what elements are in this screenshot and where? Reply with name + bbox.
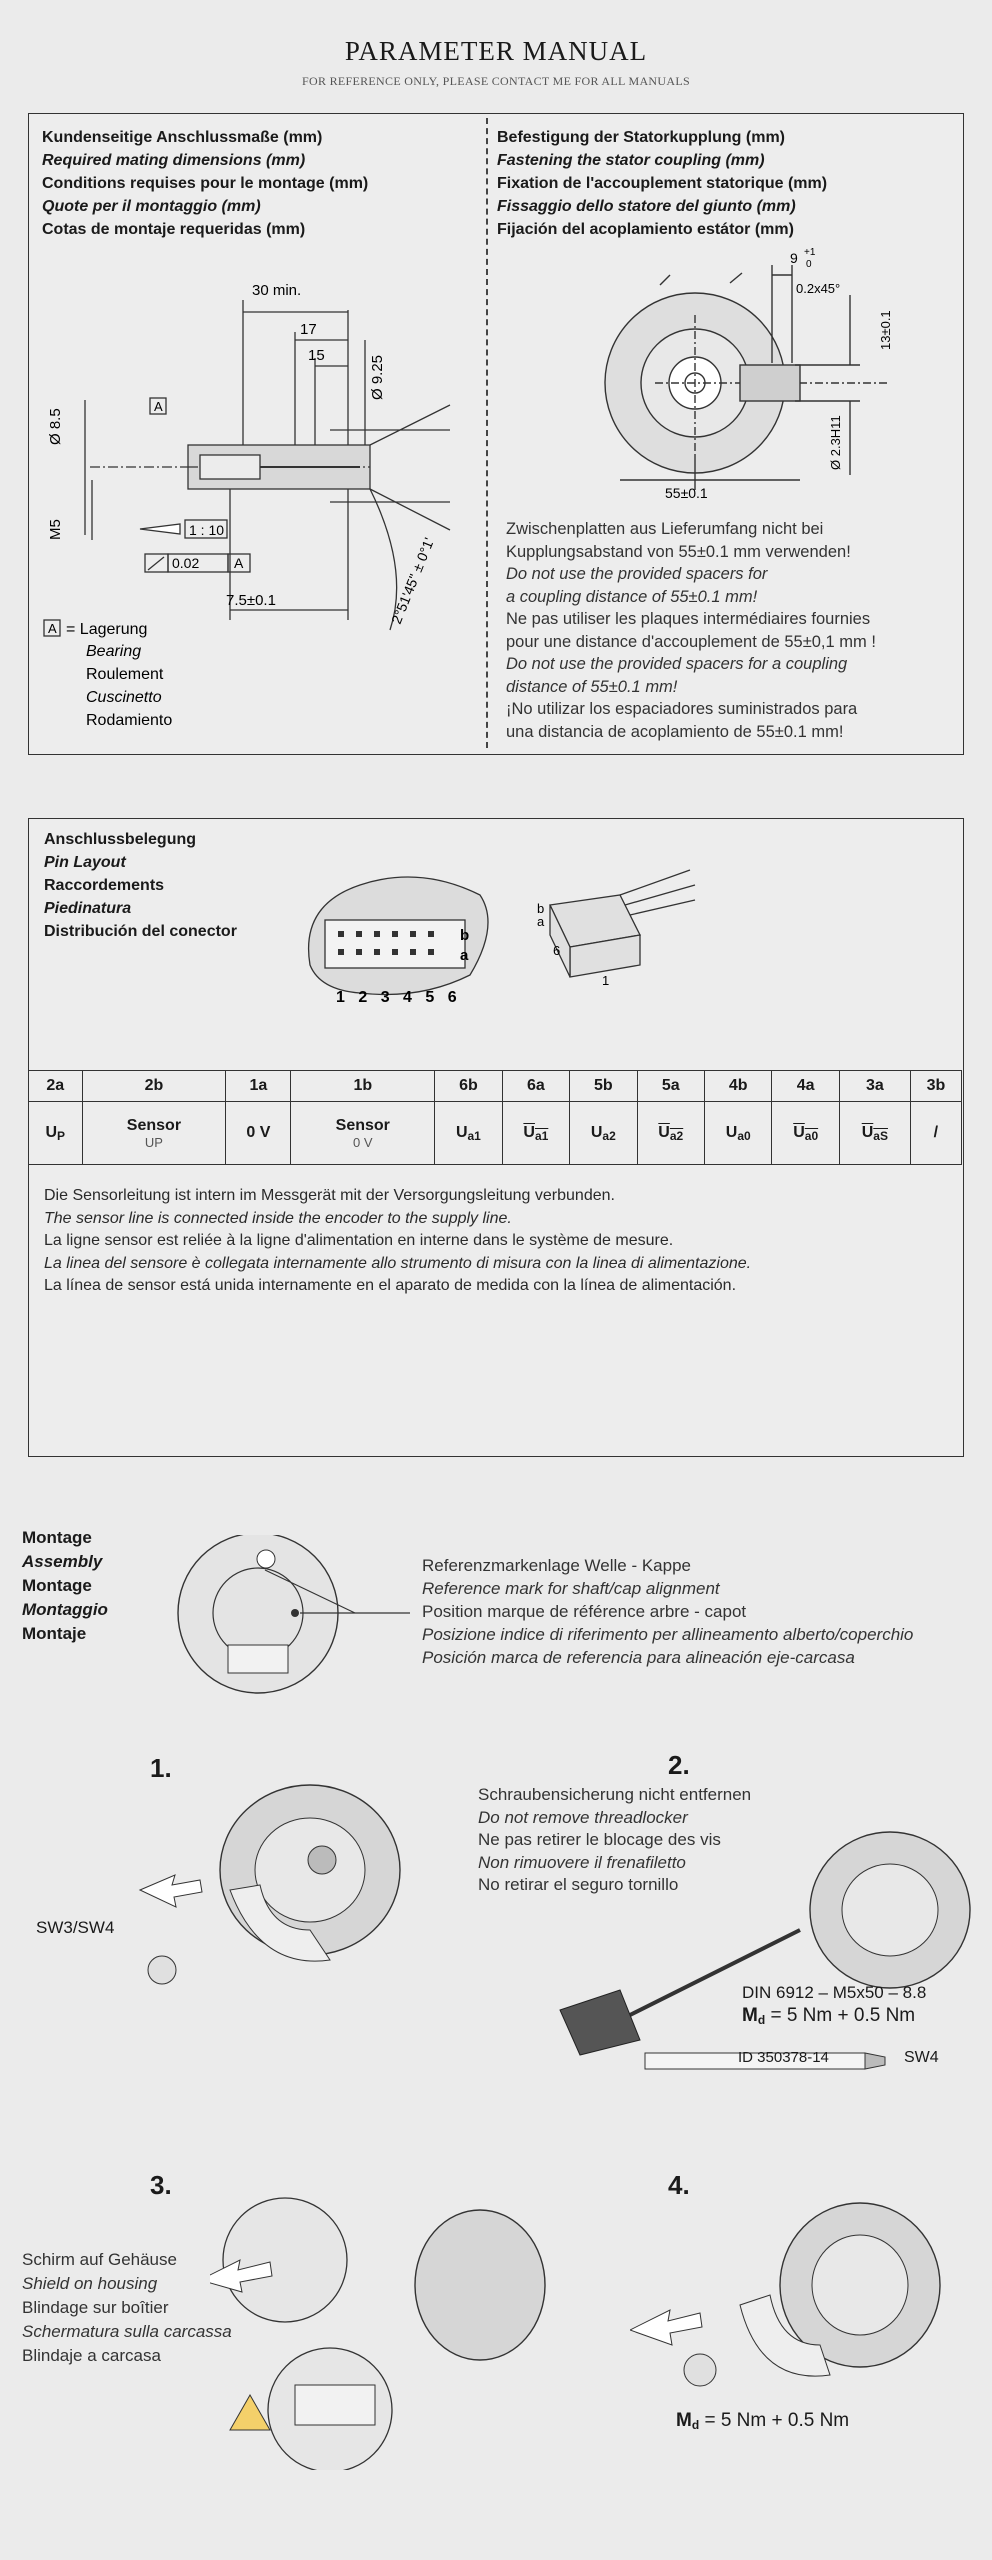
spacer-note-en-2: a coupling distance of 55±0.1 mm! — [506, 587, 758, 606]
pin-u: U — [861, 1123, 874, 1141]
pin-sensor-up-sub: UP — [144, 1134, 163, 1150]
pin-sub: a0 — [737, 1128, 751, 1143]
pin-u: U — [793, 1123, 805, 1141]
spacer-note-it-2: distance of 55±0.1 mm! — [506, 677, 678, 696]
pin-header: 3b — [910, 1071, 961, 1102]
pin-header: 3a — [839, 1071, 910, 1102]
pins-heading-de: Anschlussbelegung — [44, 831, 197, 848]
legend-bearing-fr: Roulement — [86, 666, 164, 683]
stator-heading-fr: Fixation de l'accouplement statorique (mm) — [497, 175, 828, 192]
spacer-note-de-1: Zwischenplatten aus Lieferumfang nicht bei — [506, 520, 824, 538]
stator-drawing — [600, 245, 920, 510]
mating-heading-es: Cotas de montaje requeridas (mm) — [42, 221, 306, 238]
pin-cell-ua1 — [435, 1102, 502, 1165]
dim-dia-8-5: Ø 8.5 — [47, 408, 64, 445]
plug-label-b: b — [537, 901, 545, 916]
spacer-note-de-2: Kupplungsabstand von 55±0.1 mm verwenden! — [506, 542, 851, 561]
dim-15: 15 — [308, 347, 325, 364]
pin-header: 6a — [502, 1071, 569, 1102]
step-1-drawing — [110, 1780, 410, 2010]
assembly-heading-en: Assembly — [22, 1552, 103, 1571]
step-4-drawing — [630, 2195, 960, 2425]
mating-heading — [42, 126, 368, 241]
spacer-note-fr-2: pour une distance d'accouplement de 55±0,1 mm ! — [506, 632, 876, 651]
reference-mark-it: Posizione indice di riferimento per allineamento alberto/coperchio — [422, 1625, 914, 1644]
dim-17: 17 — [300, 321, 317, 338]
sensor-note-es: La línea de sensor está unida internamente en el aparato de medida con la línea de alimentación. — [44, 1277, 737, 1294]
pin-table — [28, 1070, 962, 1165]
pin-header: 2b — [82, 1071, 226, 1102]
pin-up-main: U — [45, 1123, 58, 1141]
page-subtitle: FOR REFERENCE ONLY, PLEASE CONTACT ME FOR ALL MANUALS — [302, 74, 690, 88]
legend-bearing-it: Cuscinetto — [86, 689, 162, 706]
threadlocker-it: Non rimuovere il frenafiletto — [478, 1852, 686, 1872]
mating-heading-fr: Conditions requises pour le montage (mm) — [42, 175, 369, 192]
connector-row-b: b — [460, 927, 470, 944]
reference-mark-de: Referenzmarkenlage Welle - Kappe — [422, 1556, 691, 1575]
assembly-heading — [22, 1526, 108, 1646]
step-4-torque-m: M — [676, 2410, 692, 2431]
sensor-note-en: The sensor line is connected inside the encoder to the supply line. — [44, 1209, 512, 1227]
stator-heading-en: Fastening the stator coupling (mm) — [497, 152, 765, 169]
step-3-drawing — [210, 2190, 550, 2470]
pin-sub: a0 — [804, 1128, 819, 1143]
dim-30min: 30 min. — [252, 282, 302, 299]
pin-u: U — [523, 1123, 535, 1141]
dim-angle: 2°51'45" ± 0°1' — [387, 535, 438, 627]
spacer-notes — [506, 518, 876, 743]
pin-cell-sensor-up — [82, 1102, 226, 1165]
pin-cell-ua2 — [570, 1102, 637, 1165]
pin-cell-ua2-inv — [637, 1102, 704, 1165]
shield-de: Schirm auf Gehäuse — [22, 2250, 177, 2269]
step-4-number: 4. — [668, 2170, 690, 2200]
step-4-torque-sub: d — [691, 2418, 700, 2432]
pin-u: U — [455, 1123, 468, 1141]
step-3-number: 3. — [150, 2170, 172, 2200]
step-1-number: 1. — [150, 1753, 172, 1783]
sensor-note-fr: La ligne sensor est reliée à la ligne d'alimentation en interne dans le système de mesure. — [44, 1232, 674, 1249]
pin-cell-unused: / — [910, 1102, 961, 1165]
threadlocker-en: Do not remove threadlocker — [478, 1807, 688, 1827]
pins-heading-es: Distribución del conector — [44, 923, 237, 940]
reference-mark-en: Reference mark for shaft/cap alignment — [422, 1579, 720, 1598]
step-2-torque — [742, 2005, 915, 2027]
assembly-heading-de: Montage — [22, 1528, 92, 1547]
sensor-note-de: Die Sensorleitung ist intern im Messgerät mit der Versorgungsleitung verbunden. — [44, 1187, 615, 1204]
assembly-heading-es: Montaje — [22, 1624, 87, 1643]
pin-cell-up — [29, 1102, 83, 1165]
pin-u: U — [590, 1123, 603, 1141]
tolerance-datum: A — [234, 555, 244, 571]
pin-sub: a1 — [534, 1128, 549, 1143]
shield-fr: Blindage sur boîtier — [22, 2298, 169, 2317]
pin-header: 1b — [291, 1071, 435, 1102]
legend-bearing-de: = Lagerung — [66, 621, 148, 638]
pin-sensor-0v-sub: 0 V — [353, 1134, 373, 1150]
stator-heading-de: Befestigung der Statorkupplung (mm) — [497, 129, 785, 146]
spacer-note-it-1: Do not use the provided spacers for a coupling — [506, 655, 848, 673]
pin-sensor-label: Sensor — [335, 1116, 390, 1134]
legend-bearing-en: Bearing — [86, 643, 142, 660]
shield-en: Shield on housing — [22, 2274, 158, 2293]
stator-dim-9-tol-down: 0 — [806, 259, 812, 270]
pin-header: 5b — [570, 1071, 637, 1102]
pin-header: 2a — [29, 1071, 83, 1102]
pin-header: 5a — [637, 1071, 704, 1102]
sensor-note — [44, 1185, 751, 1298]
dim-7-5: 7.5±0.1 — [226, 592, 276, 609]
stator-chamfer: 0.2x45° — [796, 281, 841, 296]
legend-key: A — [48, 621, 57, 636]
spacer-note-es-1: ¡No utilizar los espaciadores suministrados para — [506, 700, 858, 718]
step-2-number: 2. — [668, 1750, 690, 1780]
connector-row-a: a — [460, 947, 469, 964]
pin-sub: a1 — [467, 1128, 481, 1143]
plug-label-1: 1 — [602, 973, 610, 988]
step-4-torque — [676, 2410, 849, 2432]
plug-label-a: a — [537, 914, 545, 929]
pin-cell-ua0 — [704, 1102, 771, 1165]
stator-heading — [497, 126, 827, 241]
connector-drawing — [300, 865, 700, 1015]
stator-dim-55: 55±0.1 — [665, 485, 708, 501]
stator-dim-13: 13±0.1 — [878, 310, 893, 350]
pin-cell-sensor-0v — [291, 1102, 435, 1165]
threadlocker-fr: Ne pas retirer le blocage des vis — [478, 1830, 721, 1849]
shield-note — [22, 2248, 232, 2368]
shield-es: Blindaje a carcasa — [22, 2346, 161, 2365]
pin-header: 1a — [226, 1071, 291, 1102]
threadlocker-es: No retirar el seguro tornillo — [478, 1875, 679, 1894]
reference-mark-es: Posición marca de referencia para alineación eje-carcasa — [422, 1648, 855, 1667]
step-2-torque-value: = 5 Nm + 0.5 Nm — [770, 2005, 916, 2026]
pins-heading-fr: Raccordements — [44, 877, 165, 894]
spacer-note-es-2: una distancia de acoplamiento de 55±0.1 mm! — [506, 722, 844, 741]
pin-sub: a2 — [602, 1128, 616, 1143]
connector-pin-numbers: 1 2 3 4 5 6 — [336, 989, 462, 1006]
pin-header: 6b — [435, 1071, 502, 1102]
assembly-heading-fr: Montage — [22, 1576, 92, 1595]
pins-heading — [44, 828, 237, 943]
pin-cell-ua1-inv — [502, 1102, 569, 1165]
step-4-torque-value: = 5 Nm + 0.5 Nm — [704, 2410, 850, 2431]
stator-heading-it: Fissaggio dello statore del giunto (mm) — [497, 198, 796, 215]
pin-sub: aS — [873, 1128, 888, 1143]
pins-heading-en: Pin Layout — [44, 854, 126, 871]
mating-heading-en: Required mating dimensions (mm) — [42, 152, 306, 169]
pin-u: U — [725, 1123, 738, 1141]
tolerance-value: 0.02 — [172, 555, 200, 571]
dim-m5: M5 — [47, 519, 64, 540]
din-screw-spec: DIN 6912 – M5x50 – 8.8 — [742, 1983, 927, 2002]
pin-u: U — [658, 1123, 670, 1141]
spacer-note-fr-1: Ne pas utiliser les plaques intermédiaires fournies — [506, 610, 871, 628]
pin-cell-0v: 0 V — [226, 1102, 291, 1165]
page-title: PARAMETER MANUAL — [344, 36, 648, 66]
pin-up-sub: P — [57, 1128, 66, 1143]
stator-dim-9-tol-up: +1 — [804, 247, 816, 258]
assembly-heading-it: Montaggio — [22, 1600, 108, 1619]
panel-divider — [486, 118, 488, 748]
pin-cell-ua0-inv — [772, 1102, 839, 1165]
pin-sensor-label: Sensor — [126, 1116, 182, 1134]
legend-bearing-es: Rodamiento — [86, 712, 173, 729]
shield-it: Schermatura sulla carcassa — [22, 2322, 232, 2341]
sw4-label: SW4 — [904, 2049, 939, 2066]
dim-dia-9-25: Ø 9.25 — [369, 354, 386, 400]
sensor-note-it: La linea del sensore è collegata internamente allo strumento di misura con la linea di alimentazione. — [44, 1254, 752, 1272]
pin-cell-uas — [839, 1102, 910, 1165]
mating-heading-de: Kundenseitige Anschlussmaße (mm) — [42, 129, 323, 146]
pins-heading-it: Piedinatura — [44, 900, 132, 917]
reference-mark-text — [422, 1554, 913, 1669]
taper-ratio: 1 : 10 — [189, 522, 225, 538]
plug-label-6: 6 — [553, 943, 561, 958]
pin-header: 4a — [772, 1071, 839, 1102]
step-2-torque-sub: d — [757, 2013, 766, 2027]
stator-heading-es: Fijación del acoplamiento estátor (mm) — [497, 221, 794, 238]
sw3-sw4-label: SW3/SW4 — [36, 1918, 115, 1937]
pin-sub: a2 — [669, 1128, 684, 1143]
reference-mark-fr: Position marque de référence arbre - capot — [422, 1602, 747, 1621]
pin-header: 4b — [704, 1071, 771, 1102]
datum-a-marker: A — [154, 399, 163, 414]
mating-heading-it: Quote per il montaggio (mm) — [42, 198, 261, 215]
spacer-note-en-1: Do not use the provided spacers for — [506, 565, 768, 583]
bit-id-label: ID 350378-14 — [738, 2049, 829, 2066]
stator-dim-9: 9 — [790, 250, 798, 266]
reference-mark-drawing — [170, 1535, 430, 1705]
mating-drawing — [30, 270, 485, 740]
step-2-torque-m: M — [742, 2005, 758, 2026]
threadlocker-de: Schraubensicherung nicht entfernen — [478, 1785, 752, 1804]
stator-dim-2-3: Ø 2.3H11 — [828, 415, 843, 470]
